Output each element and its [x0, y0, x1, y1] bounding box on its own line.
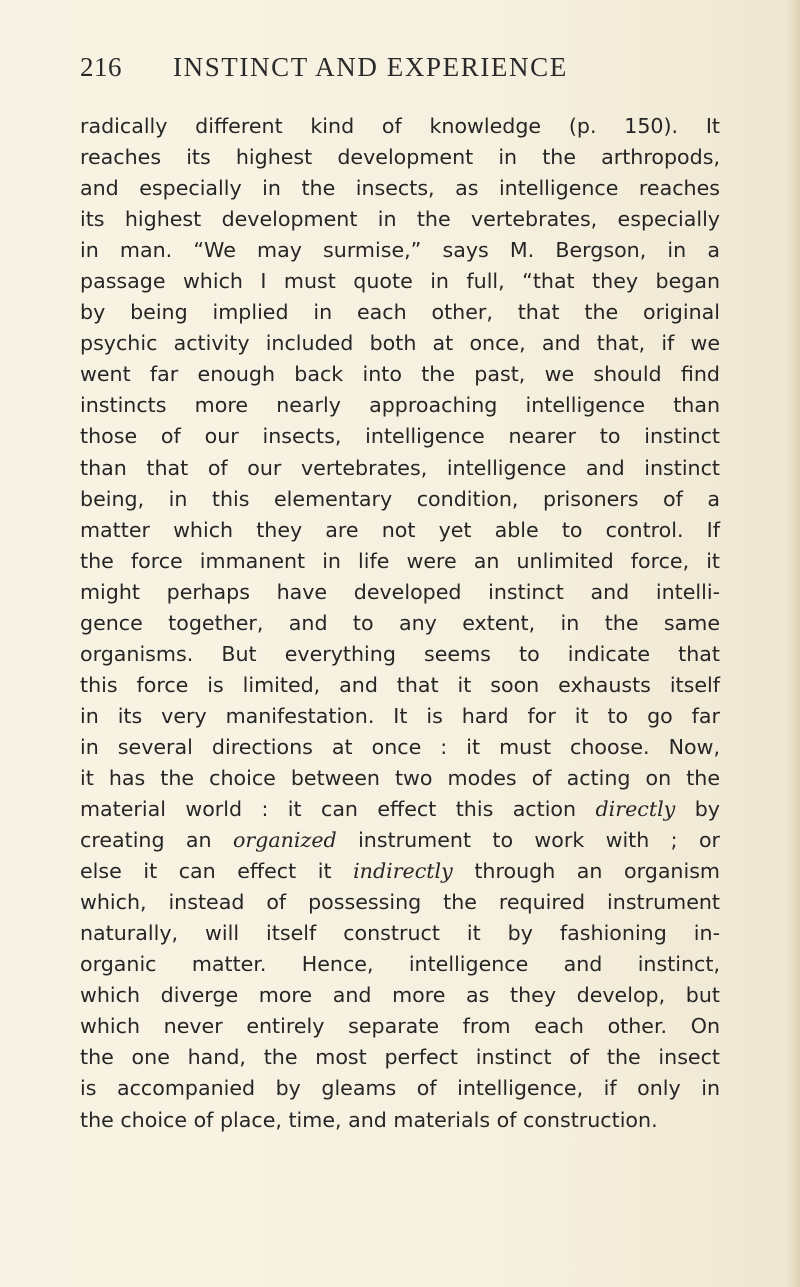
text-segment: passage which I must quote in full, “that they began — [80, 269, 720, 294]
text-line — [80, 297, 720, 328]
italic-word: indirectly — [353, 859, 453, 884]
body-text — [80, 111, 720, 1136]
text-line — [80, 421, 720, 452]
text-line — [80, 173, 720, 204]
text-segment: matter which they are not yet able to control. If — [80, 517, 720, 542]
text-segment: might perhaps have developed instinct and intelli- — [80, 579, 720, 604]
text-segment: being, in this elementary condition, prisoners of a — [80, 486, 720, 511]
text-segment: organisms. But everything seems to indicate that — [80, 641, 720, 666]
text-line — [80, 887, 720, 918]
text-segment: by being implied in each other, that the original — [80, 300, 720, 325]
text-segment: is accompanied by gleams of intelligence, if only in — [80, 1076, 720, 1101]
text-segment: in its very manifestation. It is hard for it to go far — [80, 703, 720, 728]
text-line — [80, 1042, 720, 1073]
text-segment: naturally, will itself construct it by fashioning in- — [80, 921, 720, 946]
text-segment: which never entirely separate from each other. On — [80, 1014, 720, 1039]
text-line — [80, 763, 720, 794]
text-segment: creating an — [80, 828, 233, 853]
page-edge-shadow — [786, 0, 800, 1287]
text-line — [80, 794, 720, 825]
text-segment: those of our insects, intelligence nearer to instinct — [80, 424, 720, 449]
text-segment: the force immanent in life were an unlimited force, it — [80, 548, 720, 573]
text-line — [80, 825, 720, 856]
text-segment: reaches its highest development in the arthropods, — [80, 145, 720, 170]
text-line — [80, 390, 720, 421]
text-line — [80, 235, 720, 266]
text-segment: organic matter. Hence, intelligence and instinct, — [80, 952, 720, 977]
text-segment: its highest development in the vertebrates, especially — [80, 207, 720, 232]
text-line — [80, 1073, 720, 1104]
text-line — [80, 1011, 720, 1042]
text-line — [80, 949, 720, 980]
text-line — [80, 980, 720, 1011]
text-line — [80, 204, 720, 235]
text-line — [80, 328, 720, 359]
text-line — [80, 484, 720, 515]
text-segment: material world : it can effect this action — [80, 797, 596, 822]
text-segment: gence together, and to any extent, in the same — [80, 610, 720, 635]
text-line — [80, 453, 720, 484]
text-segment: which, instead of possessing the required instrument — [80, 890, 720, 915]
page-header — [80, 52, 720, 92]
text-line — [80, 639, 720, 670]
text-segment: instrument to work with ; or — [336, 828, 721, 853]
text-line — [80, 856, 720, 887]
text-segment: than that of our vertebrates, intelligence and instinct — [80, 455, 720, 480]
text-line — [80, 577, 720, 608]
text-segment: psychic activity included both at once, and that, if we — [80, 331, 720, 356]
text-segment: instincts more nearly approaching intelligence than — [80, 393, 720, 418]
text-line — [80, 515, 720, 546]
text-line — [80, 1105, 720, 1136]
text-line — [80, 266, 720, 297]
text-segment: this force is limited, and that it soon exhausts itself — [80, 672, 720, 697]
italic-word: organized — [232, 828, 337, 853]
text-line — [80, 546, 720, 577]
text-line — [80, 918, 720, 949]
italic-word: directly — [595, 797, 676, 822]
page-number: 216 — [80, 52, 122, 82]
text-segment: in man. “We may surmise,” says M. Bergson, in a — [80, 238, 720, 263]
text-line — [80, 670, 720, 701]
text-line — [80, 732, 720, 763]
text-line — [80, 111, 720, 142]
text-segment: the choice of place, time, and materials of construction. — [80, 1107, 658, 1132]
text-segment: by — [675, 797, 720, 822]
text-segment: and especially in the insects, as intelligence reaches — [80, 176, 720, 201]
running-title: INSTINCT AND EXPERIENCE — [173, 52, 568, 82]
text-segment: else it can effect it — [80, 859, 354, 884]
text-line — [80, 701, 720, 732]
text-segment: the one hand, the most perfect instinct of the insect — [80, 1045, 720, 1070]
text-line — [80, 359, 720, 390]
text-segment: radically different kind of knowledge (p. 150). It — [80, 114, 720, 138]
text-segment: it has the choice between two modes of acting on the — [80, 765, 720, 790]
text-segment: went far enough back into the past, we should find — [80, 362, 720, 387]
text-line — [80, 608, 720, 639]
text-segment: which diverge more and more as they develop, but — [80, 983, 720, 1008]
text-segment: through an organism — [452, 859, 720, 884]
text-line — [80, 142, 720, 173]
text-segment: in several directions at once : it must choose. Now, — [80, 734, 720, 759]
